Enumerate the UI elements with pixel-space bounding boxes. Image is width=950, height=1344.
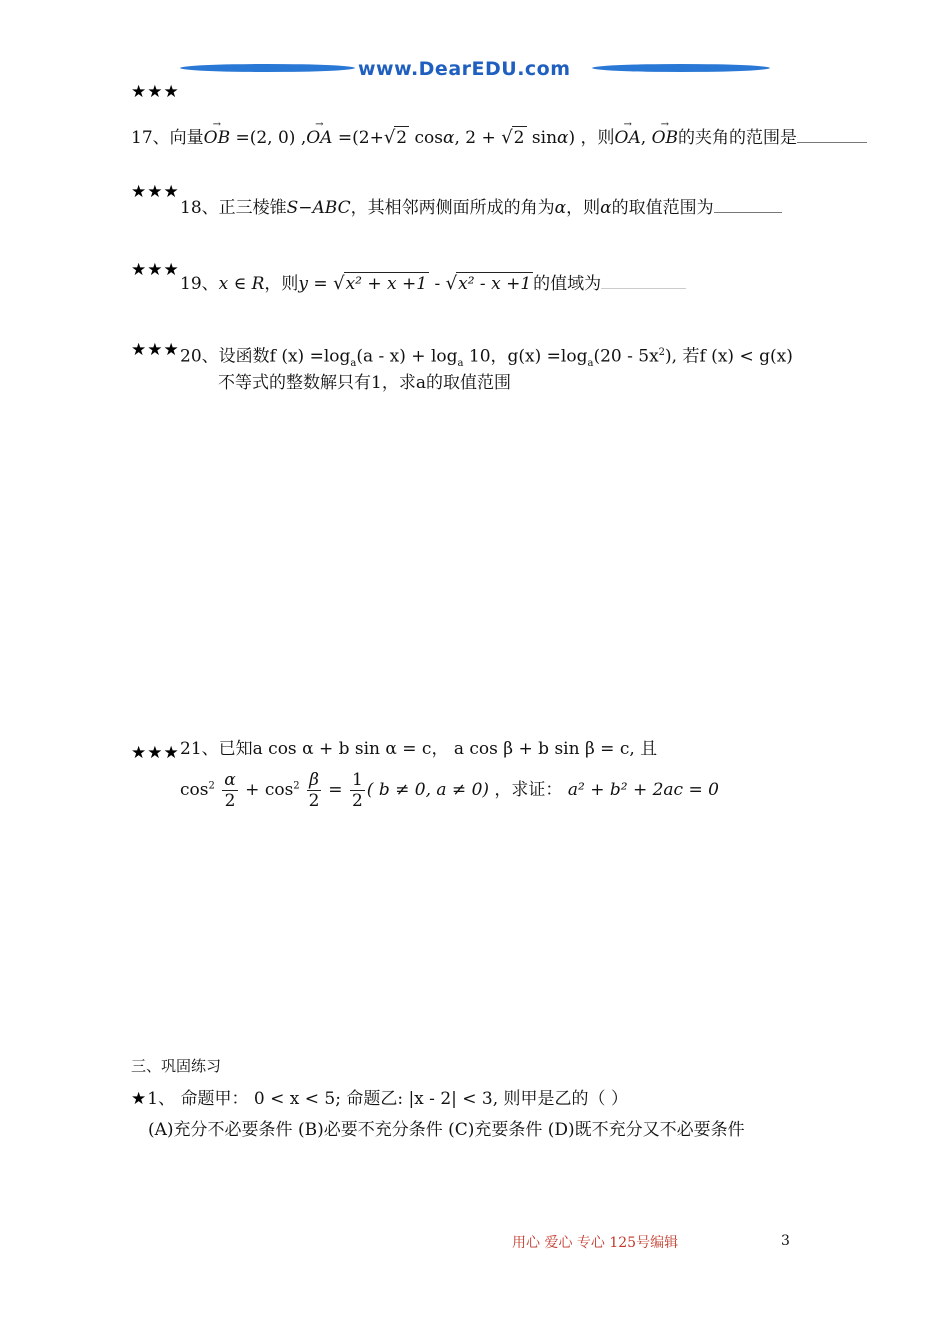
math-symbol: y =: [298, 274, 334, 294]
math-symbol: α: [443, 128, 455, 148]
math-text: a² + b² + 2ac = 0: [567, 780, 719, 800]
log-base: a: [350, 358, 357, 370]
denominator: 2: [308, 791, 320, 811]
exercise-1-options: (A)充分不必要条件 (B)必要不充分条件 (C)充要条件 (D)既不充分又不必要条件: [148, 1120, 745, 1140]
answer-blank[interactable]: [797, 126, 867, 143]
question-20-line2: 不等式的整数解只有1，求a的取值范围: [218, 373, 511, 393]
site-logo-text: www.DearEDU.com: [358, 58, 571, 80]
math-text: sin: [526, 128, 558, 148]
vector-ob: → OB: [204, 127, 230, 149]
log-base: a: [457, 358, 464, 370]
vector-oa: → OA: [306, 127, 332, 149]
question-text: 的值域为: [533, 274, 602, 294]
difficulty-stars: ★: [131, 1089, 148, 1109]
question-text: 的取值范围为: [611, 198, 714, 218]
answer-blank[interactable]: [601, 272, 686, 289]
vector-oa: → OA: [615, 127, 641, 149]
math-text: +: [239, 780, 265, 800]
question-21-line2: [180, 770, 719, 811]
math-text: , 2 +: [454, 128, 502, 148]
fraction-one-half: [350, 770, 365, 811]
question-number: 18、: [180, 198, 219, 218]
exponent: 2: [208, 780, 215, 792]
math-text: ( b ≠ 0, a ≠ 0): [366, 780, 490, 800]
fraction-alpha-over-2: [222, 770, 237, 811]
question-text: ，则: [264, 274, 299, 294]
denominator: 2: [351, 791, 363, 811]
denominator: 2: [224, 791, 236, 811]
exercise-1: [131, 1088, 628, 1110]
math-text: (a - x) + log: [356, 346, 458, 367]
log-base: a: [587, 358, 594, 370]
math-text: =(2+: [332, 128, 384, 148]
math-symbol: α: [600, 198, 612, 218]
question-number: 17、: [131, 128, 170, 148]
question-number: 19、: [180, 274, 219, 294]
exponent: 2: [658, 347, 666, 358]
math-text: cos: [180, 780, 209, 800]
math-text: =(2, 0) ,: [230, 128, 307, 148]
question-number: 20、: [180, 346, 219, 367]
radicand: 2: [513, 128, 525, 148]
question-text: ，求证：: [489, 780, 568, 800]
math-text: 10，: [463, 346, 508, 367]
math-symbol: α: [557, 128, 569, 148]
fraction-beta-over-2: [307, 770, 321, 811]
numerator: β: [309, 770, 319, 790]
difficulty-stars: ★★★: [131, 340, 180, 360]
answer-blank[interactable]: [714, 196, 782, 213]
header-swoosh-right: [592, 64, 770, 72]
math-text: 已知a cos α + b sin α = c， a cos β + b sin β = c, 且: [218, 739, 658, 759]
page-number: 3: [781, 1233, 790, 1249]
radicand: 2: [396, 128, 408, 148]
radical-sign: √: [333, 273, 345, 294]
numerator: 1: [351, 770, 363, 790]
question-text: ，其相邻两侧面所成的角为: [350, 198, 555, 218]
radical-sign: √: [445, 273, 458, 294]
question-18: [180, 196, 782, 219]
math-text: (20 - 5x: [593, 346, 659, 367]
math-text: ,: [640, 128, 652, 148]
question-text: ，则: [566, 198, 601, 218]
question-number: 21、: [180, 739, 219, 759]
question-text: 向量: [169, 128, 204, 148]
vector-ob: → OB: [652, 127, 678, 149]
section-title: 三、巩固练习: [131, 1057, 222, 1075]
question-text: 的夹角的范围是: [678, 128, 798, 148]
difficulty-stars: ★★★: [131, 260, 180, 280]
radicand: x² + x +1: [345, 274, 428, 294]
difficulty-stars: ★★★: [131, 743, 180, 763]
math-text: ) ，则: [568, 128, 615, 148]
header-swoosh-left: [180, 64, 355, 72]
question-text: 正三棱锥: [218, 198, 287, 218]
math-text: ), 若f (x) < g(x): [665, 346, 793, 367]
math-text: -: [429, 274, 446, 294]
question-17: [131, 126, 867, 149]
radical-sign: √: [383, 127, 396, 148]
math-text: g(x) =log: [507, 346, 588, 367]
question-21-line1: [180, 738, 657, 760]
footer-editor-note: 用心 爱心 专心 125号编辑: [512, 1235, 679, 1251]
math-symbol: S−ABC: [286, 198, 351, 218]
radicand: x² - x +1: [458, 274, 532, 294]
math-symbol: x ∈ R: [218, 274, 265, 294]
math-text: 设函数f (x) =log: [218, 346, 351, 367]
question-20-line1: [180, 342, 793, 375]
math-text: =: [322, 780, 348, 800]
numerator: α: [224, 770, 236, 790]
math-text: cos: [409, 128, 444, 148]
exponent: 2: [293, 780, 300, 792]
question-text: 1、 命题甲： 0 < x < 5; 命题乙: |x - 2| < 3, 则甲是乙的（ ）: [147, 1089, 628, 1109]
math-text: cos: [264, 780, 294, 800]
difficulty-stars: ★★★: [131, 182, 180, 202]
math-symbol: α: [554, 198, 567, 218]
difficulty-stars: ★★★: [131, 82, 180, 102]
question-19: [180, 272, 686, 295]
radical-sign: √: [501, 127, 513, 148]
